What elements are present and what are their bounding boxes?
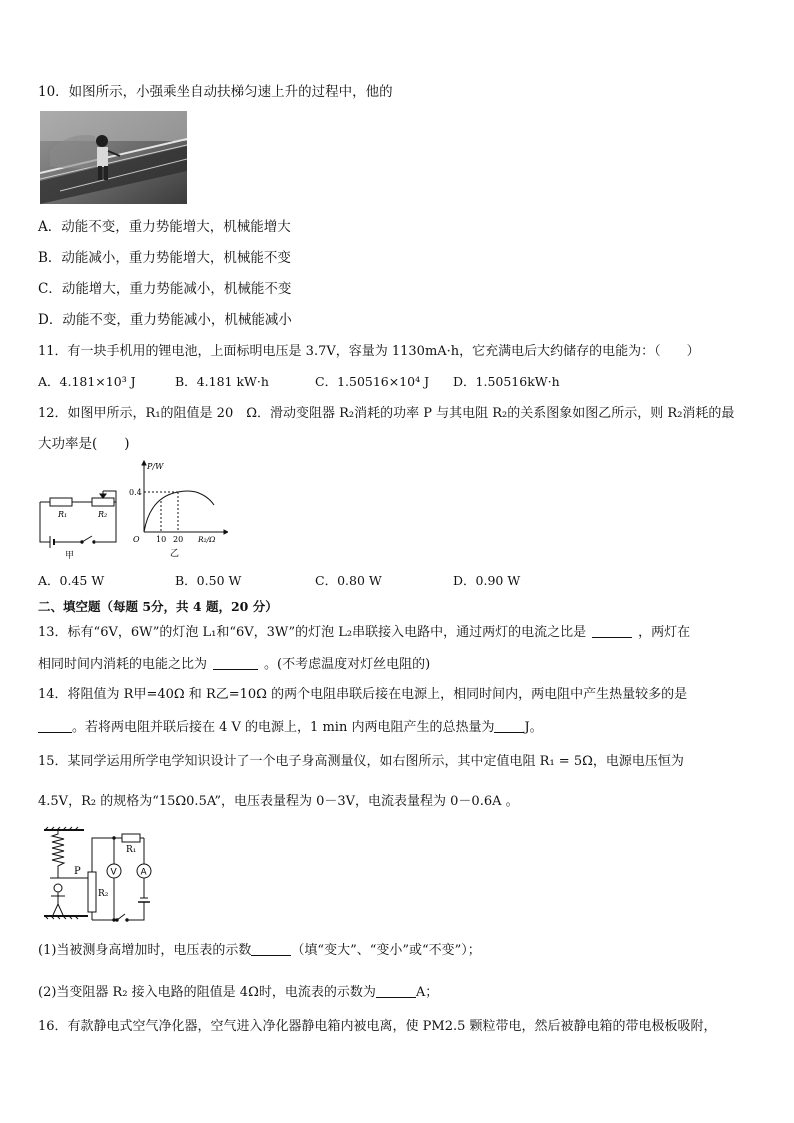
q14-line1: 14．将阻值为 R甲=40Ω 和 R乙=10Ω 的两个电阻串联后接在电源上，相同时间内，两电阻中产生热量较多的是 (38, 687, 688, 702)
q15-slider-p-label: P (74, 866, 81, 877)
q10-option-c: C．动能增大，重力势能减小，机械能不变 (38, 281, 292, 297)
q15-blank-2[interactable] (376, 983, 416, 998)
q13-blank-2[interactable] (213, 655, 258, 670)
q10-option-a: A．动能不变，重力势能增大，机械能增大 (38, 219, 291, 235)
q15-sub1 (38, 941, 481, 960)
q12-options (38, 572, 520, 590)
q15-line2: 4.5V，R₂ 的规格为“15Ω0.5A”，电压表量程为 0－3V，电流表量程为 0－0.6A 。 (38, 794, 519, 809)
q15-sub1-text-a: (1)当被测身高增加时，电压表的示数 (38, 943, 252, 958)
q12-yi-caption: 乙 (170, 549, 180, 559)
q11-options (38, 373, 560, 391)
q11-stem: 11．有一块手机用的锂电池，上面标明电压是 3.7V，容量为 1130mA·h，它充满电后大约储存的电能为：（ ） (38, 344, 700, 359)
q10-stem: 10．如图所示，小强乘坐自动扶梯匀速上升的过程中，他的 (38, 84, 393, 100)
q12-stem-line2: 大功率是( ) (38, 436, 130, 452)
q11-option-a: A．4.181×10³ J (38, 374, 136, 389)
q13-line2 (38, 655, 430, 674)
q14-blank-2[interactable] (494, 718, 524, 733)
q12-stem-line1: 12．如图甲所示，R₁的阻值是 20 Ω．滑动变阻器 R₂消耗的功率 P 与其电阻 R₂的关系图象如图乙所示，则 R₂消耗的最 (38, 406, 735, 421)
q12-graph-yi (128, 460, 228, 570)
q13-line1-text-a: 13．标有“6V，6W”的灯泡 L₁和“6V，3W”的灯泡 L₂串联接入电路中，通过两灯的电流之比是 (38, 625, 587, 640)
q13-line2-text-a: 相同时间内消耗的电能之比为 (38, 657, 208, 672)
q14-line2-text-b: J。 (524, 720, 543, 735)
q12-yi-xlabel: R₂/Ω (198, 535, 216, 544)
q13-line2-text-b: 。(不考虑温度对灯丝电阻的) (264, 657, 431, 672)
q12-yi-xtick-10: 10 (156, 535, 167, 544)
q10-option-b: B．动能减小，重力势能增大，机械能不变 (38, 250, 291, 266)
q15-line1: 15．某同学运用所学电学知识设计了一个电子身高测量仪，如右图所示，其中定值电阻 R₁ = 5Ω，电源电压恒为 (38, 754, 684, 769)
q14-blank-1[interactable] (38, 718, 72, 733)
q12-jia-r1-label: R₁ (58, 510, 68, 519)
q12-yi-ylabel: P/W (147, 462, 164, 471)
q15-voltmeter-label: V (110, 867, 117, 878)
q14-line2-text-a: 。若将两电阻并联后接在 4 V 的电源上，1 min 内两电阻产生的总热量为 (72, 720, 495, 735)
q11-option-c: C．1.50516×10⁴ J (315, 374, 430, 389)
q13-line1 (38, 623, 690, 642)
q12-jia-caption: 甲 (65, 551, 75, 560)
q12-jia-r2-label: R₂ (98, 510, 108, 519)
q15-ammeter-label: A (140, 867, 147, 878)
q15-sub1-text-b: （填“变大”、“变小”或“不变”）； (291, 943, 481, 958)
q13-line1-text-b: ，两灯在 (638, 625, 691, 640)
q11-option-b: B．4.181 kW·h (175, 374, 269, 389)
section-fill-in-title: 二、填空题（每题 5分，共 4 题，20 分） (38, 599, 278, 614)
q12-yi-ytick: 0.4 (129, 488, 142, 497)
q12-option-d: D．0.90 W (453, 573, 521, 588)
q15-sub2-text-b: A； (415, 985, 439, 1000)
q12-circuit-jia (36, 490, 120, 560)
q12-option-a: A．0.45 W (38, 573, 105, 588)
q16-line1: 16．有款静电式空气净化器，空气进入净化器静电箱内被电离，使 PM2.5 颗粒带电，然后被静电箱的带电极板吸附， (38, 1019, 717, 1034)
q15-height-meter-circuit (40, 826, 160, 924)
q12-yi-origin: O (133, 535, 140, 544)
q12-option-c: C．0.80 W (315, 573, 382, 588)
q10-option-d: D．动能不变，重力势能减小，机械能减小 (38, 312, 292, 328)
q15-blank-1[interactable] (251, 941, 291, 956)
escalator-photo (40, 111, 187, 204)
q15-r1-label: R₁ (126, 845, 137, 855)
q15-sub2-text-a: (2)当变阻器 R₂ 接入电路的阻值是 4Ω时，电流表的示数为 (38, 985, 376, 1000)
q12-option-b: B．0.50 W (175, 573, 242, 588)
q13-blank-1[interactable] (592, 623, 632, 638)
q12-yi-xtick-20: 20 (173, 535, 184, 544)
q11-option-d: D．1.50516kW·h (453, 374, 560, 389)
q15-sub2 (38, 983, 438, 1002)
q14-line2 (38, 718, 543, 737)
q15-r2-label: R₂ (98, 889, 109, 899)
